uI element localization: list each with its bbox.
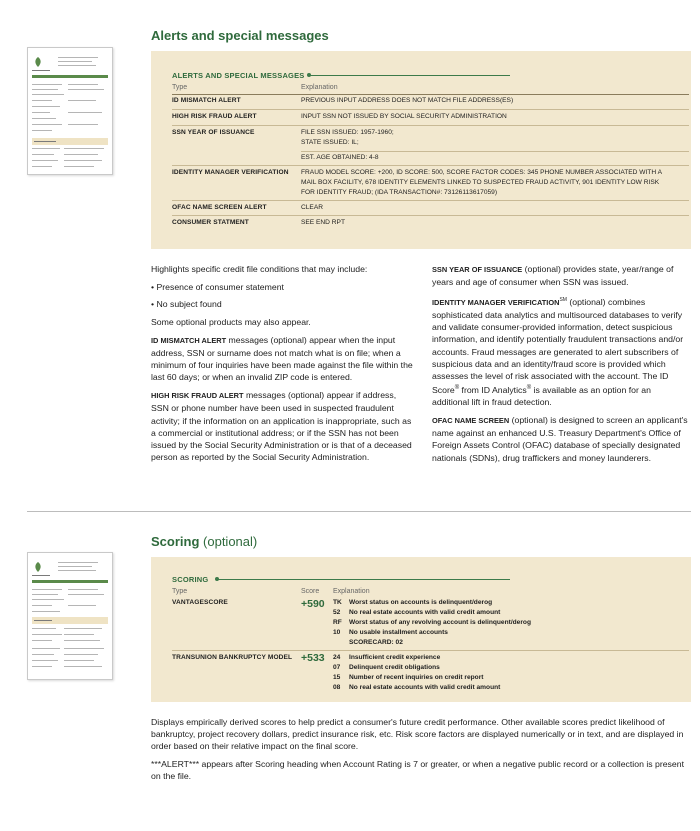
factor-desc: Insufficient credit experience [349,654,441,661]
score-value: +590 [301,598,325,610]
scoring-panel [151,557,691,702]
factor-code: 52 [333,609,341,616]
transunion-leaf-icon [32,56,44,68]
scoring-para-1: Displays empirically derived scores to help predict a consumer's future credit performance. Other available scores predict likelihood of bankruptcy, project recovery dollars, predict insurance risk, etc. Risk score factors are displayed numerically or in text, and are displayed in order based on their relative impact on the final score. [151,717,684,752]
report-thumbnail-scoring [27,552,113,680]
alert-explanation: INPUT SSN NOT ISSUED BY SOCIAL SECURITY ADMINISTRATION [301,113,507,120]
col-type-header: Type [172,588,188,595]
factor-desc: Delinquent credit obligations [349,664,440,671]
factor-desc: No real estate accounts with valid credit amount [349,609,501,616]
alert-type: HIGH RISK FRAUD ALERT [172,113,257,120]
alerts-panel [151,51,691,249]
id-mismatch-desc: ID MISMATCH ALERT messages (optional) appear when the input address, SSN or surname does not match what is on file; when a minimum of four inquiries have been made against the file within the last 60 days; or when an invalid ZIP code is entered. [151,334,413,383]
alert-type: SSN YEAR OF ISSUANCE [172,129,255,136]
scoring-para-2: ***ALERT*** appears after Scoring heading when Account Rating is 7 or greater, or when a negative public record or a collection is present on the file. [151,759,684,782]
alert-explanation: SEE END RPT [301,219,345,226]
col-score-header: Score [301,588,320,595]
header-rule [218,579,510,580]
alert-explanation: PREVIOUS INPUT ADDRESS DOES NOT MATCH FILE ADDRESS(ES) [301,97,514,104]
scoring-panel-header: SCORING [172,575,209,584]
factor-desc: Worst status of any revolving account is delinquent/derog [349,619,531,626]
factor-code: 24 [333,654,341,661]
scorecard: SCORECARD: 02 [349,639,403,646]
alert-explanation: MAIL BOX FACILITY, 678 IDENTITY ELEMENTS LINKED TO SUSPECTED FRAUD ACTIVITY, 901 IDENTITY LOW RISK [301,179,660,186]
col-explanation-header: Explanation [301,84,338,91]
alert-explanation: FILE SSN ISSUED: 1957-1960; [301,129,394,136]
factor-code: 15 [333,674,341,681]
factor-desc: Number of recent inquiries on credit report [349,674,484,681]
factor-code: TK [333,599,342,606]
factor-code: 10 [333,629,341,636]
header-rule [310,75,510,76]
factor-desc: No real estate accounts with valid credit amount [349,684,501,691]
optional-note: Some optional products may also appear. [151,317,311,328]
alerts-section-title: Alerts and special messages [151,28,329,43]
alert-type: OFAC NAME SCREEN ALERT [172,204,267,211]
col-type-header: Type [172,84,188,91]
factor-desc: Worst status on accounts is delinquent/derog [349,599,493,606]
factor-code: RF [333,619,342,626]
alert-explanation: STATE ISSUED: IL; [301,139,359,146]
alert-explanation: EST. AGE OBTAINED: 4-8 [301,154,379,161]
score-type: TRANSUNION BANKRUPTCY MODEL [172,654,293,661]
section-divider [27,511,691,512]
bullet-item: • Presence of consumer statement [151,281,284,292]
scoring-description [151,716,691,788]
identity-manager-desc: IDENTITY MANAGER VERIFICATION℠ (optional) combines sophisticated data analytics and multisourced databases to verify and validate consumer-provided information, detect suspicious information, and identify potentially fraudulent transactions and/or accounts. Fraud messages are generated to alert subscribers of suspicious data and an identity/fraud score is provided which assesses the level of risk associated with the account. The ID Score® from ID Analytics® is available as an option for an additional lift in fraud detection. [432,296,684,408]
alert-explanation: FOR IDENTITY FRAUD; (IDA TRANSACTION#: 73126113617059) [301,189,498,196]
alerts-right-column [432,263,688,469]
factor-desc: No usable installment accounts [349,629,448,636]
alerts-left-column [151,263,413,469]
score-type: VANTAGESCORE [172,599,228,606]
alert-type: CONSUMER STATMENT [172,219,249,226]
col-explanation-header: Explanation [333,588,370,595]
high-risk-desc: HIGH RISK FRAUD ALERT messages (optional) appear if address, SSN or phone number have been used in suspected fraudulent activity; if the information on an application is inappropriate, such as a commercial or institutional address; or if the SSN has not been issued by the Social Security Administration or is that of a deceased person as reported by the Social Security Administration. [151,390,412,463]
factor-code: 08 [333,684,341,691]
report-thumbnail-alerts [27,47,113,175]
ssn-issuance-desc: SSN YEAR OF ISSUANCE (optional) provides state, year/range of years and age of consumer when SSN was issued. [432,264,674,288]
alerts-panel-header: ALERTS AND SPECIAL MESSAGES [172,71,305,80]
ofac-desc: OFAC NAME SCREEN (optional) is designed to screen an applicant's name against an enhanced U.S. Treasury Department's Office of Foreign Assets Control (OFAC) database of specially designated nationals (SDNs), drug traffickers and money launderers. [432,415,688,463]
scoring-section-title: Scoring (optional) [151,534,258,549]
alert-type: ID MISMATCH ALERT [172,97,241,104]
alerts-intro: Highlights specific credit file conditions that may include: [151,264,368,274]
score-value: +533 [301,652,325,664]
alert-explanation: FRAUD MODEL SCORE: +200, ID SCORE: 500, SCORE FACTOR CODES: 345 PHONE NUMBER ASSOCIATED WITH A [301,169,662,176]
alert-type: IDENTITY MANAGER VERIFICATION [172,169,289,176]
alert-explanation: CLEAR [301,204,323,211]
factor-code: 07 [333,664,341,671]
transunion-leaf-icon [32,561,44,573]
bullet-item: • No subject found [151,299,222,310]
